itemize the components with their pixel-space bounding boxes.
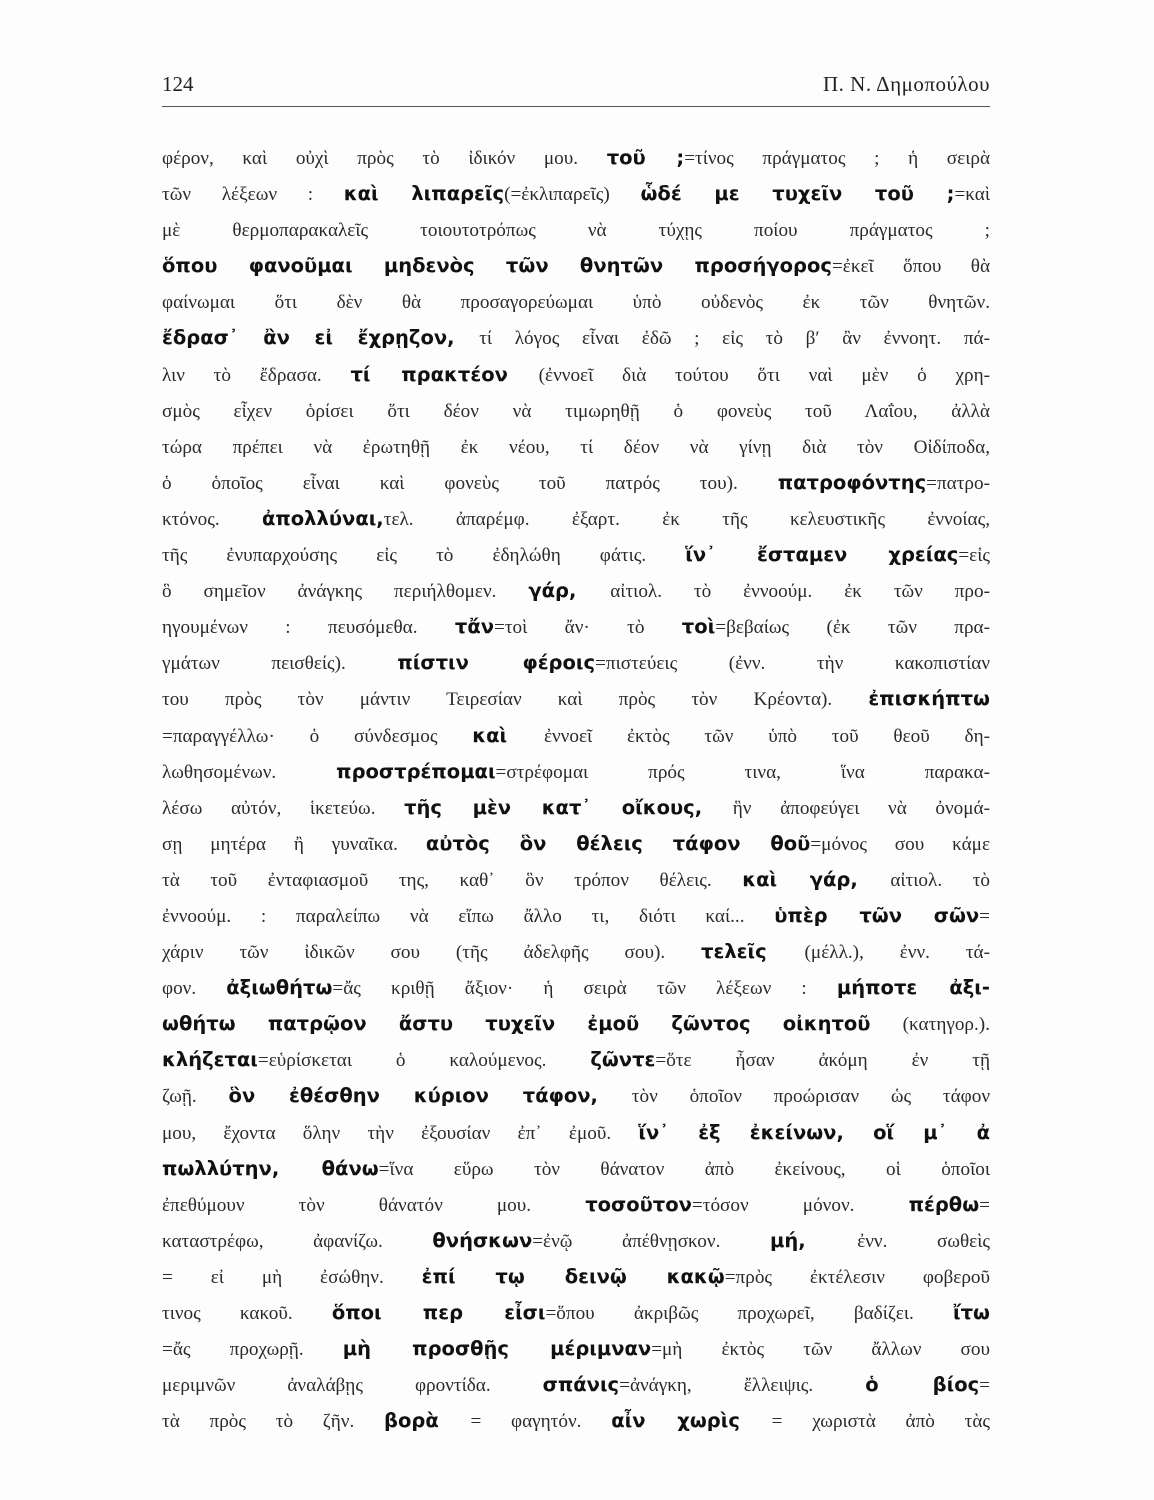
text-line [162, 320, 990, 356]
gloss-text: ὁ ὁποῖος εἶναι καὶ φονεὺς τοῦ πατρός του). [162, 472, 778, 494]
gloss-text: = [979, 905, 990, 927]
gloss-text: αἰτιολ. τὸ ἐννοούμ. ἐκ τῶν προ- [610, 581, 990, 603]
gloss-text: (=ἐκλιπαρεῖς) [504, 184, 641, 206]
text-line [162, 645, 990, 681]
text-line [162, 1115, 990, 1151]
text-line [162, 501, 990, 537]
text-line [162, 826, 990, 862]
text-line [162, 1367, 990, 1403]
page-number: 124 [162, 72, 194, 96]
lemma-bold: πίστιν φέροις [397, 651, 596, 675]
lemma-bold: ἔδρασ᾽ ἂν εἰ ἔχρῃζον, [162, 326, 480, 350]
lemma-bold: σπάνις [542, 1373, 620, 1397]
lemma-bold: ἀπολλύναι, [261, 506, 384, 530]
text-line [162, 212, 990, 248]
gloss-text: =καὶ [954, 184, 990, 206]
gloss-text: τελ. ἀπαρέμφ. ἐξαρτ. ἐκ τῆς κελευστικῆς ἐννοίας, [383, 508, 990, 530]
gloss-text: αἰτιολ. τὸ [890, 869, 990, 891]
lemma-bold: ἀξιωθήτω [226, 976, 333, 1000]
gloss-text: φαίνωμαι ὅτι δὲν θὰ προσαγορεύωμαι ὑπὸ οὐδενὸς ἐκ τῶν θνητῶν. [162, 292, 990, 314]
text-line [162, 681, 990, 717]
text-line [162, 1403, 990, 1439]
lemma-bold: πατροφόντης [777, 470, 927, 494]
gloss-text: τῶν λέξεων : [162, 184, 344, 206]
gloss-text: (μέλλ.), ἐνν. τά- [804, 942, 990, 964]
text-line [162, 429, 990, 465]
gloss-text: τὰ τοῦ ἐνταφιασμοῦ της, καθ᾽ ὃν τρόπον θέλεις. [162, 869, 743, 891]
lemma-bold: πέρθω [908, 1192, 980, 1216]
gloss-text: μὲ θερμοπαρακαλεῖς τοιουτοτρόπως νὰ τύχῃς ποίου πράγματος ; [162, 220, 990, 242]
lemma-bold: τί πρακτέον [350, 362, 539, 386]
gloss-text: =τίνος πράγματος ; ἡ σειρὰ [684, 148, 990, 169]
text-line [162, 898, 990, 934]
lemma-bold: ὅπου φανοῦμαι μηδενὸς τῶν θνητῶν προσήγορος [162, 254, 832, 278]
lemma-bold: τοσοῦτον [585, 1192, 692, 1216]
lemma-bold: προστρέπομαι [336, 759, 496, 783]
text-line [162, 465, 990, 501]
lemma-bold: βορὰ [384, 1409, 471, 1433]
gloss-text: τὸν ὁποῖον προώρισαν ὡς τάφον [631, 1086, 990, 1108]
gloss-text: λωθησομένων. [162, 761, 337, 783]
text-line [162, 393, 990, 429]
gloss-text: = φαγητόν. [470, 1411, 612, 1433]
text-line [162, 718, 990, 754]
header-rule [162, 106, 990, 107]
lemma-bold: θνήσκων [432, 1228, 533, 1252]
gloss-text: ἐνν. σωθεὶς [857, 1230, 990, 1252]
gloss-text: τινος κακοῦ. [162, 1303, 332, 1324]
gloss-text: ηγουμένων : πευσόμεθα. [162, 617, 455, 639]
gloss-text: μεριμνῶν ἀναλάβῃς φροντίδα. [162, 1375, 543, 1397]
lemma-bold: ωθήτω πατρῷον ἄστυ τυχεῖν ἐμοῦ ζῶντος οἰκητοῦ [162, 1012, 903, 1036]
text-line [162, 609, 990, 645]
text-line [162, 176, 990, 212]
text-line [162, 1259, 990, 1295]
lemma-bold: πωλλύτην, θάνω [162, 1156, 379, 1180]
lemma-bold: τελεῖς [701, 940, 805, 964]
gloss-text: =ἀνάγκη, ἔλλειψις. [619, 1375, 866, 1397]
gloss-text: τώρα πρέπει νὰ ἐρωτηθῇ ἐκ νέου, τί δέον νὰ γίνῃ διὰ τὸν Οἰδίποδα, [162, 436, 990, 458]
lemma-bold: ὧδέ με τυχεῖν τοῦ ; [640, 182, 955, 206]
text-line [162, 1151, 990, 1187]
lemma-bold: ἐπί τῳ δεινῷ κακῷ [421, 1264, 725, 1288]
gloss-text: γμάτων πεισθείς). [162, 653, 398, 675]
lemma-bold: γάρ, [528, 579, 611, 603]
lemma-bold: τοῦ ; [606, 146, 685, 169]
lemma-bold: ἴτω [953, 1301, 990, 1324]
gloss-text: καταστρέφω, ἀφανίζω. [162, 1230, 433, 1252]
lemma-bold: ζῶντε [590, 1048, 656, 1072]
gloss-text: ἐννοεῖ ἐκτὸς τῶν ὑπὸ τοῦ θεοῦ δη- [543, 725, 990, 747]
lemma-bold: μὴ προσθῇς μέριμναν [342, 1337, 652, 1361]
lemma-bold: ὅποι περ εἶσι [331, 1301, 546, 1324]
gloss-text: =εἰς [958, 545, 990, 567]
gloss-text: λέσω αὐτόν, ἱκετεύω. [162, 797, 405, 819]
text-line [162, 573, 990, 609]
text-line [162, 537, 990, 573]
gloss-text: φον. [162, 978, 227, 1000]
gloss-text: =ἄς κριθῇ ἄξιον· ἡ σειρὰ τῶν λέξεων : [332, 978, 837, 1000]
gloss-text: =μόνος σου κάμε [810, 833, 990, 855]
lemma-bold: τῆς μὲν κατ᾽ οἴκους, [404, 795, 733, 819]
gloss-text: =ἵνα εὕρω τὸν θάνατον ἀπὸ ἐκείνους, οἱ ὁποῖοι [378, 1158, 990, 1180]
gloss-text: τῆς ἐνυπαρχούσης εἰς τὸ ἐδηλώθη φάτις. [162, 545, 686, 567]
gloss-text: =πιστεύεις (ἐνν. τὴν κακοπιστίαν [595, 653, 990, 675]
gloss-text: = [979, 1375, 990, 1397]
gloss-text: =μὴ ἐκτὸς τῶν ἄλλων σου [651, 1339, 990, 1361]
lemma-bold: αὐτὸς ὃν θέλεις τάφον θοῦ [425, 831, 811, 855]
text-line [162, 934, 990, 970]
gloss-text: =ὅπου ἀκριβῶς προχωρεῖ, βαδίζει. [545, 1303, 954, 1324]
lemma-bold: ὑπὲρ τῶν σῶν [774, 903, 980, 927]
text-line [162, 862, 990, 898]
gloss-text: ζωῇ. [162, 1086, 229, 1108]
text-line [162, 1042, 990, 1078]
text-line [162, 1078, 990, 1114]
gloss-text: (ἐννοεῖ διὰ τούτου ὅτι ναὶ μὲν ὁ χρη- [538, 364, 990, 386]
gloss-text: του πρὸς τὸν μάντιν Τειρεσίαν καὶ πρὸς τὸν Κρέοντα). [162, 689, 869, 711]
gloss-text: φέρον, καὶ οὐχὶ πρὸς τὸ ἰδικόν μου. [162, 148, 607, 169]
gloss-text: χάριν τῶν ἰδικῶν σου (τῆς ἀδελφῆς σου). [162, 942, 702, 964]
gloss-text: =πατρο- [926, 472, 990, 494]
gloss-text: (κατηγορ.). [902, 1014, 990, 1036]
gloss-text: σῃ μητέρα ἢ γυναῖκα. [162, 833, 426, 855]
text-line [162, 140, 990, 176]
gloss-text: ὃ σημεῖον ἀνάγκης περιήλθομεν. [162, 581, 529, 603]
gloss-text: ἐννοούμ. : παραλείπω νὰ εἴπω ἄλλο τι, διότι καί... [162, 905, 775, 927]
lemma-bold: μή, [769, 1228, 858, 1252]
gloss-text: ἐπεθύμουν τὸν θάνατόν μου. [162, 1194, 586, 1216]
text-line [162, 357, 990, 393]
lemma-bold: κλήζεται [162, 1048, 258, 1072]
lemma-bold: καὶ [472, 723, 544, 747]
gloss-text: =βεβαίως (ἐκ τῶν πρα- [715, 617, 990, 639]
gloss-text: =τόσον μόνον. [691, 1194, 909, 1216]
gloss-text: τί λόγος εἶναι ἐδῶ ; εἰς τὸ β′ ἂν ἐννοητ. πά- [479, 328, 990, 350]
lemma-bold: αἶν χωρὶς [611, 1409, 772, 1433]
lemma-bold: ἐπισκήπτω [868, 687, 990, 711]
gloss-text: μου, ἔχοντα ὅλην τὴν ἐξουσίαν ἐπ᾽ ἐμοῦ. [162, 1122, 639, 1144]
running-head-author: Π. Ν. Δημοπούλου [823, 72, 990, 96]
gloss-text: =παραγγέλλω· ὁ σύνδεσμος [162, 725, 473, 747]
text-line [162, 790, 990, 826]
gloss-text: λιν τὸ ἔδρασα. [162, 364, 351, 386]
text-line [162, 754, 990, 790]
lemma-bold: τοὶ [681, 615, 716, 639]
gloss-text: κτόνος. [162, 508, 262, 530]
text-line [162, 284, 990, 320]
text-line [162, 1331, 990, 1367]
gloss-text: =ἐνῷ ἀπέθνῃσκον. [532, 1230, 770, 1252]
text-line [162, 970, 990, 1006]
gloss-text: ἣν ἀποφεύγει νὰ ὀνομά- [732, 797, 990, 819]
gloss-text: σμὸς εἶχεν ὁρίσει ὅτι δέον νὰ τιμωρηθῇ ὁ φονεὺς τοῦ Λαΐου, ἀλλὰ [162, 400, 990, 422]
gloss-text: =τοὶ ἄν· τὸ [494, 617, 682, 639]
lemma-bold: ἵν᾽ ἐξ ἐκείνων, οἵ μ᾽ ἀ [638, 1120, 990, 1144]
gloss-text: =πρὸς ἐκτέλεσιν φοβεροῦ [724, 1266, 990, 1288]
gloss-text: =ὅτε ἦσαν ἀκόμη ἐν τῇ [655, 1050, 990, 1072]
gloss-text: =εὑρίσκεται ὁ καλούμενος. [257, 1050, 591, 1072]
page-header [162, 72, 990, 106]
lemma-bold: καὶ γάρ, [742, 867, 891, 891]
lemma-bold: μήποτε ἀξι- [836, 976, 990, 1000]
gloss-text: =ἐκεῖ ὅπου θὰ [831, 256, 990, 278]
gloss-text: =ἄς προχωρῇ. [162, 1339, 343, 1361]
lemma-bold: τἄν [454, 615, 495, 639]
lemma-bold: ὃν ἐθέσθην κύριον τάφον, [228, 1084, 632, 1108]
lemma-bold: ὁ βίος [865, 1373, 980, 1397]
text-line [162, 1295, 990, 1331]
text-line [162, 1223, 990, 1259]
gloss-text: = εἰ μὴ ἐσώθην. [162, 1266, 422, 1288]
gloss-text: τὰ πρὸς τὸ ζῆν. [162, 1411, 384, 1433]
lemma-bold: ἵν᾽ ἔσταμεν χρείας [685, 543, 959, 567]
gloss-text: = [979, 1194, 990, 1216]
gloss-text: = χωριστὰ ἀπὸ τὰς [771, 1411, 990, 1433]
text-line [162, 248, 990, 284]
text-line [162, 1187, 990, 1223]
lemma-bold: καὶ λιπαρεῖς [343, 182, 505, 206]
text-line [162, 1006, 990, 1042]
commentary-text [162, 140, 990, 1439]
gloss-text: =στρέφομαι πρός τινα, ἵνα παρακα- [495, 761, 990, 783]
